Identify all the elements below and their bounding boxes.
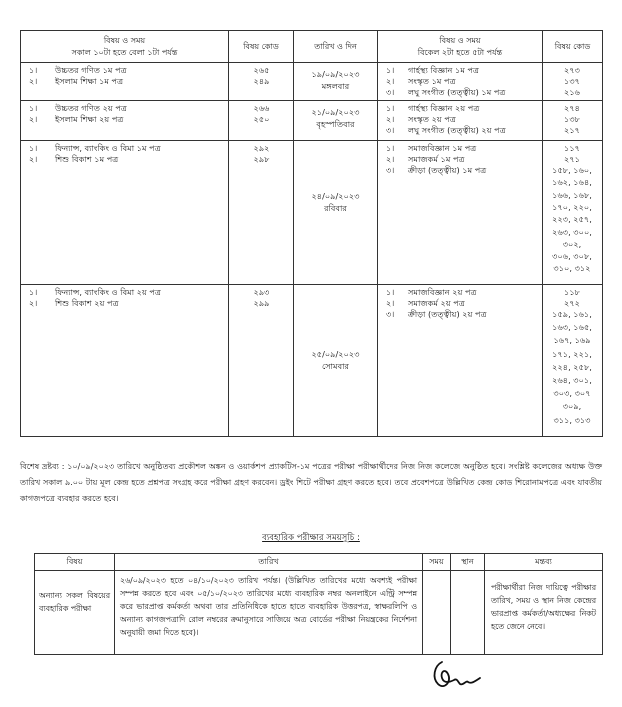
subject-name: শিশু বিকাশ ১ম পত্র bbox=[55, 154, 119, 164]
practical-header-remarks: মন্তব্য bbox=[485, 554, 603, 571]
item-number: ৩। bbox=[386, 125, 395, 135]
subject-code: ২১৭ bbox=[564, 125, 580, 135]
subject-code: ১৩৭ bbox=[564, 76, 580, 86]
subject-name: গার্হস্থ্য বিজ্ঞান ২য় পত্র bbox=[408, 103, 480, 113]
item-number: ৩। bbox=[386, 87, 395, 97]
practical-row bbox=[35, 571, 603, 655]
subject-code: ৩০৯, bbox=[562, 401, 582, 412]
morning-subjects-cell bbox=[21, 63, 229, 101]
subject-code: ২২৩, ২৫৭, bbox=[552, 214, 592, 225]
practical-schedule-title: ব্যবহারিক পরীক্ষার সময়সূচি : bbox=[262, 533, 360, 543]
subject-code: ২৭৪ bbox=[564, 103, 580, 113]
subject-name: সমাজকর্ম ১ম পত্র bbox=[408, 154, 465, 164]
subject-code: ২৯২ bbox=[253, 143, 270, 153]
subject-name: ফিন্যান্স, ব্যাংকিং ও বিমা ১ম পত্র bbox=[55, 143, 161, 153]
exam-day: মঙ্গলবার bbox=[321, 81, 350, 91]
subject-code: ৩০২, bbox=[562, 238, 582, 249]
subject-code: ৩০৬, ৩০৮, bbox=[552, 251, 592, 262]
item-number: ২। bbox=[29, 114, 38, 124]
header-code: বিষয় কোড bbox=[229, 31, 294, 63]
item-number: ১। bbox=[29, 287, 38, 297]
special-note: বিশেষ দ্রষ্টব্য : ১০/০৯/২০২৩ তারিখে অনুষ্ঠিতব্য প্রকৌশল অঙ্কন ও ওয়ার্কশপ প্র্যাকটিস-১ম পত্রের পরীক্ষা পরীক্ষার্থীদের নিজ নিজ কলেজে অনুষ্ঠিত হবে। সংশ্লিষ্ট কলেজের অধ্যক্ষ উক্ত তারিখ সকাল ৯.০০ টায় মূল কেন্দ্র হতে প্রশ্নপত্র সংগ্রহ করে পরীক্ষা গ্রহণ করবেন। ড্রইং শিটে পরীক্ষা গ্রহণ করতে হবে। তবে প্রবেশপত্রে উল্লিখিত কেন্দ্র কোড শিরোনামপত্রে এবং যাবতীয় কাগজপত্রে ব্যবহার করতে হবে। bbox=[20, 462, 602, 503]
subject-code: ১৬৬, ১৬৮, bbox=[552, 189, 592, 200]
subject-code: ১১৮ bbox=[564, 287, 580, 297]
afternoon-codes-cell bbox=[543, 141, 603, 285]
subject-code: ২২৪, ২৫৮, bbox=[552, 361, 592, 372]
table-row bbox=[21, 141, 603, 285]
subject-code: ২৭২ bbox=[564, 298, 580, 308]
item-number: ১। bbox=[29, 65, 38, 75]
morning-codes-cell bbox=[229, 141, 294, 285]
practical-time bbox=[423, 571, 451, 655]
item-number: ১। bbox=[386, 287, 395, 297]
subject-code: ২৯৩ bbox=[253, 287, 270, 297]
subject-name: উচ্চতর গণিত ২য় পত্র bbox=[55, 103, 127, 113]
exam-day: সোমবার bbox=[321, 361, 350, 371]
item-number: ২। bbox=[386, 298, 395, 308]
table-row bbox=[21, 63, 603, 101]
subject-code: ১৫৯, ১৬১, bbox=[552, 309, 592, 319]
item-number: ৩। bbox=[386, 165, 395, 175]
subject-name: ইসলাম শিক্ষা ২য় পত্র bbox=[55, 114, 124, 124]
subject-name: ক্রীড়া (তত্ত্বীয়) ২য় পত্র bbox=[408, 309, 487, 319]
header-code-2: বিষয় কোড bbox=[543, 31, 603, 63]
subject-name: সমাজকর্ম ২য় পত্র bbox=[408, 298, 465, 308]
header-morning-subject: বিষয় ও সময় সকাল ১০টা হতে বেলা ১টা পর্যন্ত bbox=[21, 31, 229, 63]
exam-day: বৃহস্পতিবার bbox=[316, 119, 355, 129]
morning-subjects-cell bbox=[21, 101, 229, 141]
subject-code: ১৫৮, ১৬০, bbox=[552, 165, 592, 175]
afternoon-subjects-cell bbox=[378, 63, 543, 101]
practical-header-date: তারিখ bbox=[115, 554, 423, 571]
afternoon-subjects-cell bbox=[378, 101, 543, 141]
subject-code: ২১৬ bbox=[564, 87, 580, 97]
practical-remarks: পরীক্ষার্থীরা নিজ দায়িত্বে পরীক্ষার তারিখ, সময় ও স্থান নিজ কেন্দ্রের ভারপ্রাপ্ত কর্মকর্তা/অধ্যক্ষের নিকট হতে জেনে নেবে। bbox=[485, 571, 603, 655]
practical-schedule-table bbox=[34, 553, 603, 655]
exam-date: ২৪/০৯/২০২৩ bbox=[311, 191, 360, 201]
morning-codes-cell bbox=[229, 63, 294, 101]
item-number: ২। bbox=[29, 154, 38, 164]
date-cell bbox=[294, 63, 378, 101]
table-row bbox=[21, 101, 603, 141]
item-number: ১। bbox=[386, 143, 395, 153]
subject-code: ১৭০, ২২০, bbox=[552, 201, 592, 212]
afternoon-codes-cell bbox=[543, 101, 603, 141]
subject-code: ২৯৯ bbox=[253, 298, 270, 308]
morning-subjects-cell bbox=[21, 285, 229, 437]
item-number: ২। bbox=[29, 298, 38, 308]
item-number: ১। bbox=[29, 143, 38, 153]
exam-date: ১৯/০৯/২০২৩ bbox=[311, 69, 360, 79]
subject-name: লঘু সংগীত (তত্ত্বীয়) ১ম পত্র bbox=[408, 87, 506, 97]
item-number: ২। bbox=[386, 76, 395, 86]
subject-name: ক্রীড়া (তত্ত্বীয়) ১ম পত্র bbox=[408, 165, 487, 175]
afternoon-subjects-cell bbox=[378, 285, 543, 437]
signature bbox=[430, 652, 482, 692]
item-number: ১। bbox=[386, 65, 395, 75]
subject-code: ২৬৪, ৩০১, bbox=[552, 375, 592, 385]
subject-code: ২৪৯ bbox=[253, 76, 270, 86]
practical-header-subject: বিষয় bbox=[35, 554, 115, 571]
exam-date: ২৫/০৯/২০২৩ bbox=[311, 349, 360, 359]
subject-code: ৩০৩, ৩০৭ bbox=[553, 388, 591, 399]
afternoon-subjects-cell bbox=[378, 141, 543, 285]
subject-name: শিশু বিকাশ ২য় পত্র bbox=[55, 298, 119, 308]
date-cell bbox=[294, 141, 378, 285]
subject-name: সমাজবিজ্ঞান ১ম পত্র bbox=[408, 143, 477, 153]
item-number: ২। bbox=[29, 76, 38, 86]
exam-day: রবিবার bbox=[324, 203, 347, 213]
item-number: ১। bbox=[29, 103, 38, 113]
subject-name: ফিন্যান্স, ব্যাংকিং ও বিমা ২য় পত্র bbox=[55, 287, 162, 297]
subject-code: ১৬৩, ১৬৫, bbox=[552, 322, 592, 333]
practical-header-time: সময় bbox=[423, 554, 451, 571]
subject-code: ২৭৩ bbox=[564, 65, 580, 75]
header-afternoon-subject: বিষয় ও সময় বিকেল ২টা হতে ৫টা পর্যন্ত bbox=[378, 31, 543, 63]
subject-code: ২৬৫ bbox=[253, 65, 270, 75]
item-number: ২। bbox=[386, 114, 395, 124]
subject-code: ১৬২, ১৬৪, bbox=[552, 177, 592, 188]
date-cell bbox=[294, 285, 378, 437]
subject-code: ১১৭ bbox=[564, 143, 580, 153]
afternoon-codes-cell bbox=[543, 63, 603, 101]
item-number: ১। bbox=[386, 103, 395, 113]
header-date: তারিখ ও দিন bbox=[294, 31, 378, 63]
subject-name: সংস্কৃত ১ম পত্র bbox=[408, 76, 456, 86]
subject-code: ১৬৭, ১৬৯ bbox=[553, 335, 591, 346]
subject-code: ২৫০ bbox=[253, 114, 270, 124]
subject-code: ২৬৩, ৩০০, bbox=[552, 226, 592, 237]
subject-code: ২৭১ bbox=[564, 154, 580, 164]
practical-place bbox=[451, 571, 485, 655]
subject-name: সংস্কৃত ২য় পত্র bbox=[408, 114, 456, 124]
subject-code: ১৭১, ২২১, bbox=[552, 348, 592, 359]
subject-name: সমাজবিজ্ঞান ২য় পত্র bbox=[408, 287, 477, 297]
item-number: ৩। bbox=[386, 309, 395, 319]
subject-code: ৩১১, ৩১৩ bbox=[553, 414, 591, 425]
exam-date: ২১/০৯/২০২৩ bbox=[311, 107, 360, 117]
morning-codes-cell bbox=[229, 101, 294, 141]
subject-name: লঘু সংগীত (তত্ত্বীয়) ২য় পত্র bbox=[408, 125, 506, 135]
subject-code: ২৬৬ bbox=[253, 103, 270, 113]
table-header-row bbox=[21, 31, 603, 63]
subject-name: ইসলাম শিক্ষা ১ম পত্র bbox=[55, 76, 124, 86]
morning-subjects-cell bbox=[21, 141, 229, 285]
subject-name: গার্হস্থ্য বিজ্ঞান ১ম পত্র bbox=[408, 65, 480, 75]
morning-codes-cell bbox=[229, 285, 294, 437]
subject-code: ২৯৮ bbox=[253, 154, 270, 164]
subject-code: ৩১০, ৩১২ bbox=[553, 263, 591, 274]
afternoon-codes-cell bbox=[543, 285, 603, 437]
subject-name: উচ্চতর গণিত ১ম পত্র bbox=[55, 65, 127, 75]
practical-header-row bbox=[35, 554, 603, 571]
exam-schedule-table bbox=[20, 30, 603, 437]
item-number: ২। bbox=[386, 154, 395, 164]
subject-code: ১৩৮ bbox=[564, 114, 580, 124]
date-cell bbox=[294, 101, 378, 141]
practical-date: ২৬/০৯/২০২৩ হতে ০৪/১০/২০২৩ তারিখ পর্যন্ত। (উল্লিখিত তারিখের মধ্যে অবশ্যই পরীক্ষা সম্পন্ন করতে হবে এবং ০৫/১০/২০২৩ তারিখের মধ্যে ব্যবহারিক নম্বর অনলাইনে এন্ট্রি সম্পন্ন করে ভারপ্রাপ্ত কর্মকর্তা অথবা তার প্রতিনিধিকে হাতে হাতে ব্যবহারিক উত্তরপত্র, স্বাক্ষরলিপি ও অন্যান্য কাগজপত্রাদি রোল নম্বরের ক্রমানুসারে সাজিয়ে অত্র বোর্ডের পরীক্ষা নিয়ন্ত্রকের নির্দেশনা অনুযায়ী জমা দিতে হবে)। bbox=[115, 571, 423, 655]
practical-header-place: স্থান bbox=[451, 554, 485, 571]
practical-subject: অন্যান্য সকল বিষয়ের ব্যবহারিক পরীক্ষা bbox=[35, 571, 115, 655]
table-row bbox=[21, 285, 603, 437]
